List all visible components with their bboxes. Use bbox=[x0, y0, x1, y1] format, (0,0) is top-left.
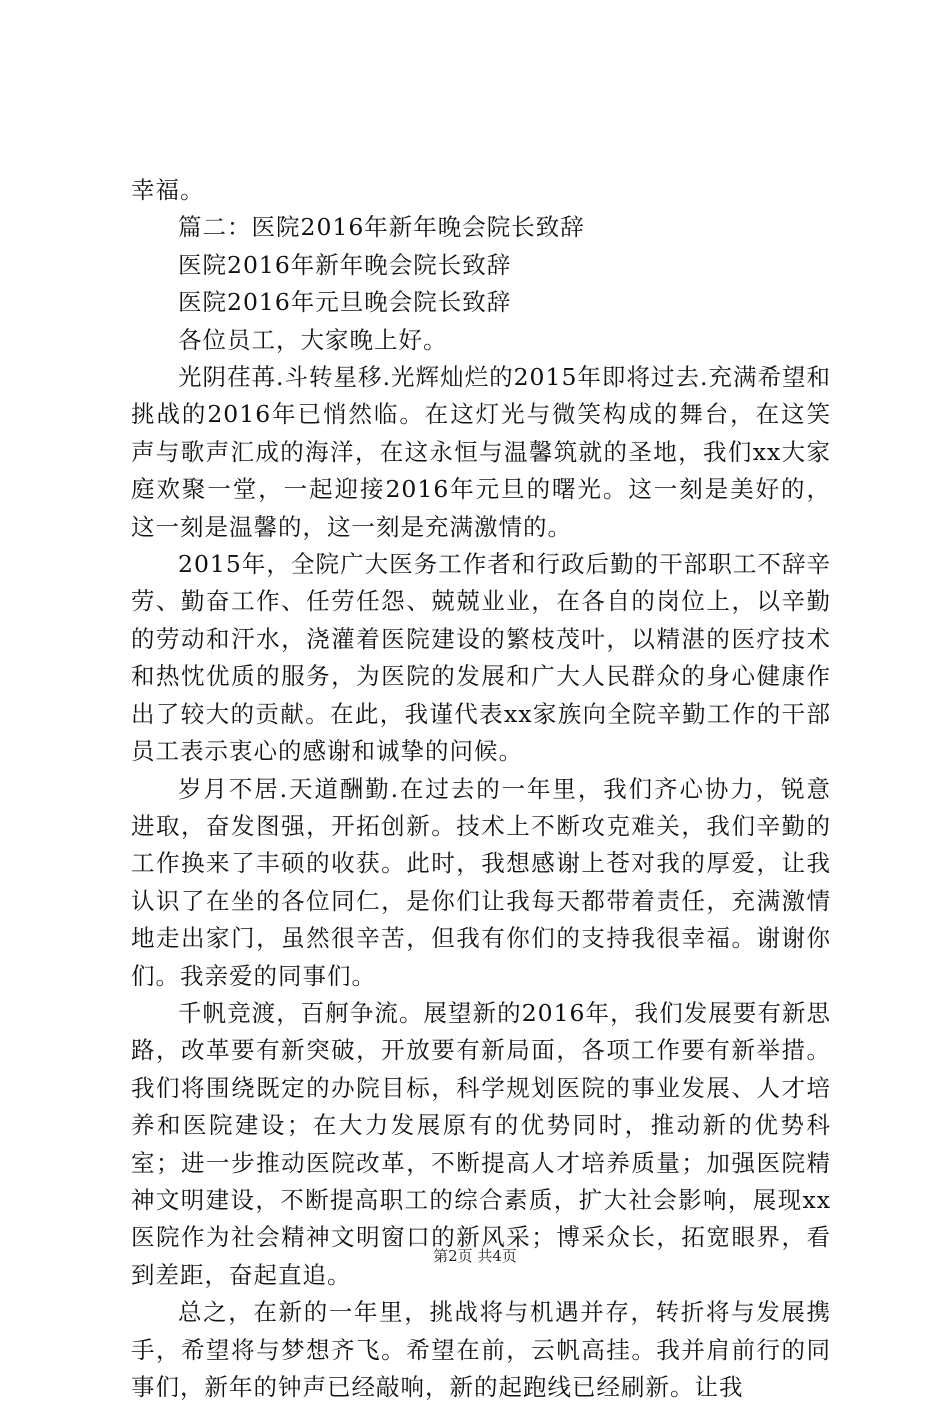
section-heading: 篇二：医院2016年新年晚会院长致辞 bbox=[178, 213, 585, 242]
body-paragraph: 岁月不居.天道酬勤.在过去的一年里，我们齐心协力，锐意进取，奋发图强，开拓创新。技术上不断攻克难关，我们辛勤的工作换来了丰硕的收获。此时，我想感谢上苍对我的厚爱，让我认识了在坐的各位同仁，是你们让我每天都带着责任，充满激情地走出家门，虽然很辛苦，但我有你们的支持我很幸福。谢谢你们。我亲爱的同事们。 bbox=[131, 774, 831, 990]
body-paragraph: 2015年，全院广大医务工作者和行政后勤的干部职工不辞辛劳、勤奋工作、任劳任怨、兢兢业业，在各自的岗位上，以辛勤的劳动和汗水，浇灌着医院建设的繁枝茂叶，以精湛的医疗技术和热忱优质的服务，为医院的发展和广大人民群众的身心健康作出了较大的贡献。在此，我谨代表xx家族向全院辛勤工作的干部员工表示衷心的感谢和诚挚的问候。 bbox=[131, 550, 831, 766]
body-paragraph: 光阴荏苒.斗转星移.光辉灿烂的2015年即将过去.充满希望和挑战的2016年已悄然临。在这灯光与微笑构成的舞台，在这笑声与歌声汇成的海洋，在这永恒与温馨筑就的圣地，我们xx大家庭欢聚一堂，一起迎接2016年元旦的曙光。这一刻是美好的，这一刻是温馨的，这一刻是充满激情的。 bbox=[131, 363, 831, 541]
greeting-paragraph: 各位员工，大家晚上好。 bbox=[178, 325, 448, 354]
body-paragraph: 总之，在新的一年里，挑战将与机遇并存，转折将与发展携手，希望将与梦想齐飞。希望在前，云帆高挂。我并肩前行的同事们，新年的钟声已经敲响，新的起跑线已经刷新。让我 bbox=[131, 1298, 831, 1401]
page-number-footer: 第2页 共4页 bbox=[433, 1247, 517, 1265]
speech-title: 医院2016年新年晚会院长致辞 bbox=[178, 250, 512, 279]
paragraph-continuation: 幸福。 bbox=[131, 176, 205, 204]
speech-subtitle: 医院2016年元旦晚会院长致辞 bbox=[178, 288, 512, 317]
body-paragraph: 千帆竞渡，百舸争流。展望新的2016年，我们发展要有新思路，改革要有新突破，开放要有新局面，各项工作要有新举措。我们将围绕既定的办院目标，科学规划医院的事业发展、人才培养和医院建设；在大力发展原有的优势同时，推动新的优势科室；进一步推动医院改革，不断提高人才培养质量；加强医院精神文明建设，不断提高职工的综合素质，扩大社会影响，展现xx医院作为社会精神文明窗口的新风采；博采众长，拓宽眼界，看到差距，奋起直追。 bbox=[131, 998, 831, 1289]
document-body bbox=[131, 172, 831, 1406]
